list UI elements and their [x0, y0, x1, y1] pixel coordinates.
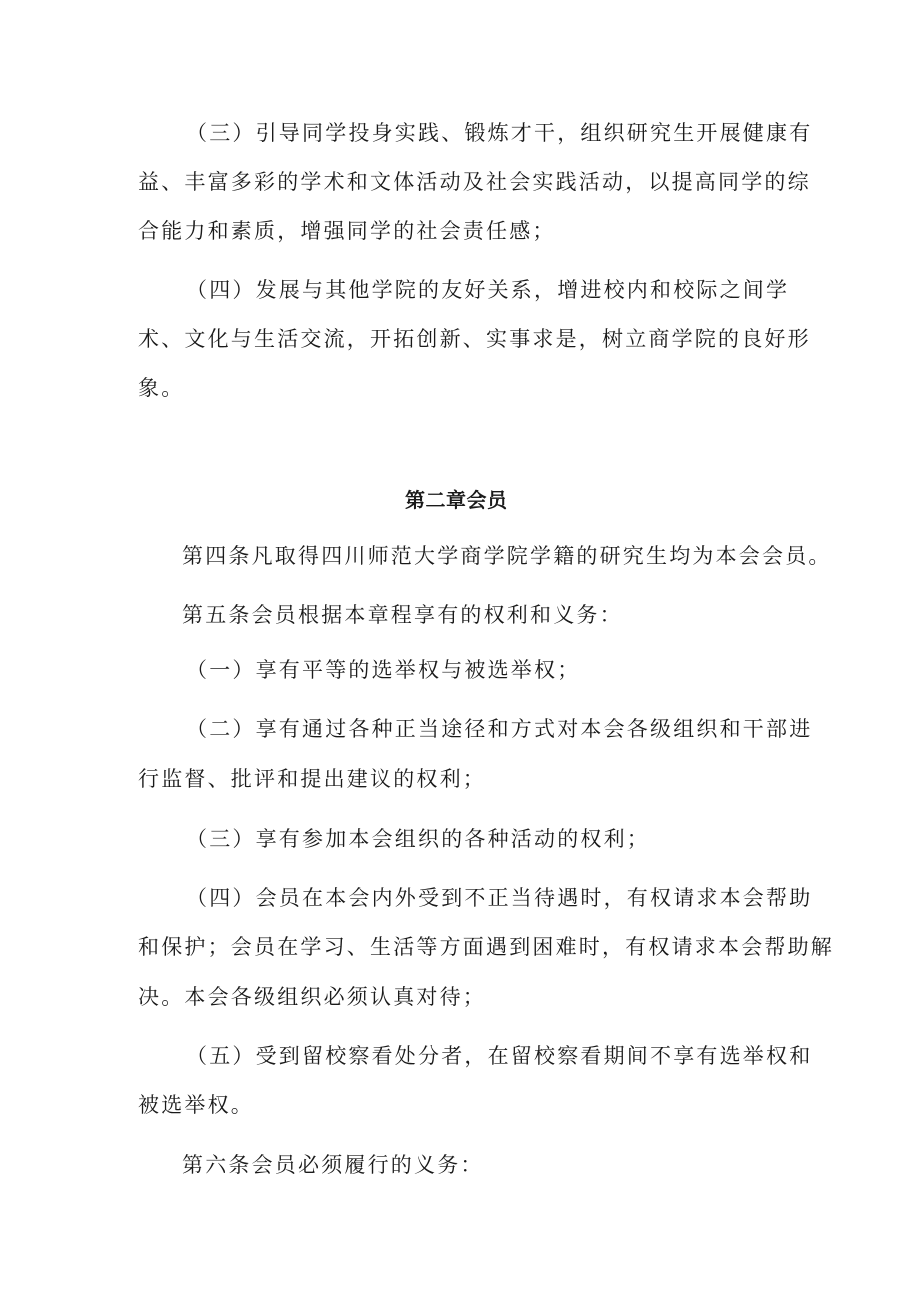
paragraph-line: （五）受到留校察看处分者，在留校察看期间不享有选举权和: [186, 1044, 813, 1068]
paragraph-line: 决。本会各级组织必须认真对待；: [138, 985, 486, 1009]
chapter-heading: 第二章会员: [405, 488, 508, 512]
paragraph-line: 象。: [138, 376, 185, 400]
paragraph-line: 和保护；会员在学习、生活等方面遇到困难时，有权请求本会帮助解: [138, 935, 834, 959]
paragraph-line: （四）发展与其他学院的友好关系，增进校内和校际之间学: [186, 278, 790, 302]
paragraph-line: （二）享有通过各种正当途径和方式对本会各级组织和干部进: [186, 717, 813, 741]
paragraph-line: （三）享有参加本会组织的各种活动的权利；: [186, 827, 650, 851]
paragraph-line: 第四条凡取得四川师范大学商学院学籍的研究生均为本会会员。: [182, 544, 832, 568]
paragraph-line: 第六条会员必须履行的义务：: [182, 1153, 484, 1177]
paragraph-line: 合能力和素质，增强同学的社会责任感；: [138, 219, 556, 243]
paragraph-line: （四）会员在本会内外受到不正当待遇时，有权请求本会帮助: [186, 886, 813, 910]
paragraph-line: （一）享有平等的选举权与被选举权；: [186, 658, 581, 682]
paragraph-line: 术、文化与生活交流，开拓创新、实事求是，树立商学院的良好形: [138, 327, 811, 351]
paragraph-line: 行监督、批评和提出建议的权利；: [138, 767, 486, 791]
paragraph-line: （三）引导同学投身实践、锻炼才干，组织研究生开展健康有: [186, 121, 813, 145]
paragraph-line: 被选举权。: [138, 1093, 254, 1117]
paragraph-line: 第五条会员根据本章程享有的权利和义务：: [182, 603, 623, 627]
paragraph-line: 益、丰富多彩的学术和文体活动及社会实践活动，以提高同学的综: [138, 170, 811, 194]
